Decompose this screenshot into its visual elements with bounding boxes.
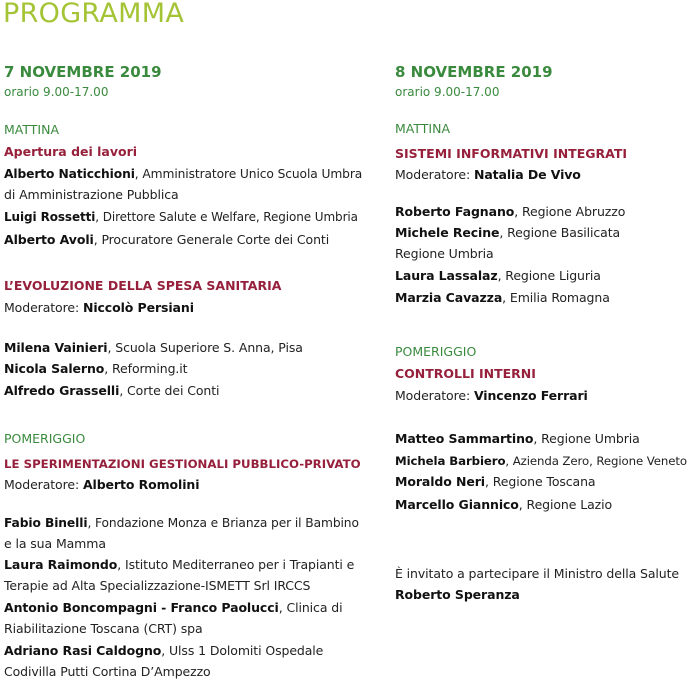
speaker-line	[4, 232, 329, 248]
day1-session1-title: L’EVOLUZIONE DELLA SPESA SANITARIA	[4, 278, 282, 293]
invite-minister-name: Roberto Speranza	[395, 587, 520, 602]
speaker-line	[395, 453, 687, 469]
speaker-line	[395, 497, 612, 513]
day2-session2-title: CONTROLLI INTERNI	[395, 366, 536, 381]
speaker-role: e la sua Mamma	[4, 536, 106, 551]
speaker-role: , Azienda Zero, Regione Veneto	[505, 454, 687, 468]
day1-session1-moderator	[4, 300, 194, 316]
speaker-line	[4, 209, 358, 225]
moderator-label: Moderatore:	[395, 388, 474, 403]
speaker-role: , Clinica di	[278, 600, 343, 615]
day1-morning-label: MATTINA	[4, 122, 60, 137]
day2-date: 8 NOVEMBRE 2019	[395, 63, 553, 81]
day1-opening-title: Apertura dei lavori	[4, 144, 138, 159]
day1-hours: orario 9.00-17.00	[4, 85, 109, 99]
speaker-role: , Regione Toscana	[485, 474, 596, 489]
speaker-name: Marzia Cavazza	[395, 290, 503, 305]
speaker-name: Marcello Giannico	[395, 497, 519, 512]
moderator-name: Natalia De Vivo	[473, 167, 581, 182]
speaker-line	[395, 204, 625, 220]
speaker-line	[4, 600, 342, 616]
speaker-role: di Amministrazione Pubblica	[4, 187, 179, 202]
speaker-line	[4, 166, 362, 182]
speaker-name: Laura Raimondo	[4, 557, 118, 572]
speaker-role: , Procuratore Generale Corte dei Conti	[93, 232, 330, 247]
speaker-role: , Regione Liguria	[497, 268, 601, 283]
moderator-name: Alberto Romolini	[82, 477, 200, 492]
speaker-line	[4, 187, 179, 203]
speaker-line	[4, 643, 323, 659]
moderator-label: Moderatore:	[4, 300, 83, 315]
day2-afternoon-label: POMERIGGIO	[395, 344, 477, 359]
speaker-name: Laura Lassalaz	[395, 268, 498, 283]
speaker-name: Fabio Binelli	[4, 516, 88, 530]
day2-session1-title: SISTEMI INFORMATIVI INTEGRATI	[395, 146, 628, 161]
moderator-label: Moderatore:	[4, 477, 83, 492]
speaker-name: Alberto Avoli	[4, 232, 94, 247]
speaker-role: , Regione Basilicata	[499, 225, 621, 240]
moderator-name: Niccolò Persiani	[82, 300, 194, 315]
speaker-role: Regione Umbria	[395, 246, 494, 261]
speaker-role: , Regione Abruzzo	[514, 204, 626, 219]
day2-morning-label: MATTINA	[395, 121, 451, 136]
speaker-role: , Regione Lazio	[518, 497, 613, 512]
speaker-role: , Emilia Romagna	[502, 290, 610, 305]
page-title: PROGRAMMA	[3, 0, 185, 29]
moderator-name: Vincenzo Ferrari	[473, 388, 588, 403]
day1-session2-title: LE SPERIMENTAZIONI GESTIONALI PUBBLICO-PRIVATO	[4, 457, 361, 471]
day2-session2-moderator	[395, 388, 588, 404]
speaker-line	[4, 557, 354, 573]
speaker-role: , Ulss 1 Dolomiti Ospedale	[161, 643, 324, 658]
speaker-role: Riabilitazione Toscana (CRT) spa	[4, 621, 203, 636]
speaker-name: Antonio Boncompagni - Franco Paolucci	[4, 600, 279, 615]
speaker-name: Moraldo Neri	[395, 474, 485, 489]
speaker-name: Milena Vainieri	[4, 340, 108, 355]
speaker-line	[395, 225, 620, 241]
speaker-name: Roberto Fagnano	[395, 204, 515, 219]
speaker-line	[4, 361, 187, 377]
speaker-name: Adriano Rasi Caldogno	[4, 643, 162, 658]
speaker-role: , Direttore Salute e Welfare, Regione Umbria	[95, 210, 358, 224]
speaker-line	[4, 621, 203, 637]
invite-name	[395, 587, 520, 603]
day1-date: 7 NOVEMBRE 2019	[4, 63, 162, 81]
speaker-line	[4, 664, 211, 680]
speaker-name: Michela Barbiero	[395, 454, 506, 468]
speaker-line	[395, 290, 610, 306]
invite-text: È invitato a partecipare il Ministro della Salute	[395, 566, 680, 581]
day1-afternoon-label: POMERIGGIO	[4, 431, 86, 446]
speaker-role: Terapie ad Alta Specializzazione-ISMETT Srl IRCCS	[4, 578, 311, 593]
speaker-role: , Corte dei Conti	[119, 383, 220, 398]
day1-session2-moderator	[4, 477, 199, 493]
speaker-line	[395, 431, 640, 447]
speaker-name: Luigi Rossetti	[4, 210, 96, 224]
speaker-name: Michele Recine	[395, 225, 500, 240]
speaker-line	[4, 536, 106, 552]
day2-hours: orario 9.00-17.00	[395, 85, 500, 99]
speaker-role: , Fondazione Monza e Brianza per il Bambino	[87, 516, 359, 530]
speaker-line	[4, 578, 310, 594]
speaker-name: Matteo Sammartino	[395, 431, 534, 446]
day2-session1-moderator	[395, 167, 581, 183]
speaker-role: , Scuola Superiore S. Anna, Pisa	[107, 340, 303, 355]
speaker-line	[395, 268, 601, 284]
speaker-role: , Reforming.it	[104, 361, 188, 376]
speaker-line	[4, 515, 359, 531]
moderator-label: Moderatore:	[395, 167, 474, 182]
speaker-role: , Istituto Mediterraneo per i Trapianti e	[117, 557, 355, 572]
speaker-name: Alberto Naticchioni	[4, 167, 135, 181]
speaker-name: Nicola Salerno	[4, 361, 105, 376]
speaker-line	[4, 340, 303, 356]
speaker-role: Codivilla Putti Cortina D’Ampezzo	[4, 664, 211, 679]
speaker-name: Alfredo Grasselli	[4, 383, 120, 398]
speaker-role: , Amministratore Unico Scuola Umbra	[134, 167, 363, 181]
speaker-role: , Regione Umbria	[533, 431, 640, 446]
speaker-line	[395, 474, 596, 490]
speaker-line	[395, 246, 494, 262]
speaker-line	[4, 383, 219, 399]
